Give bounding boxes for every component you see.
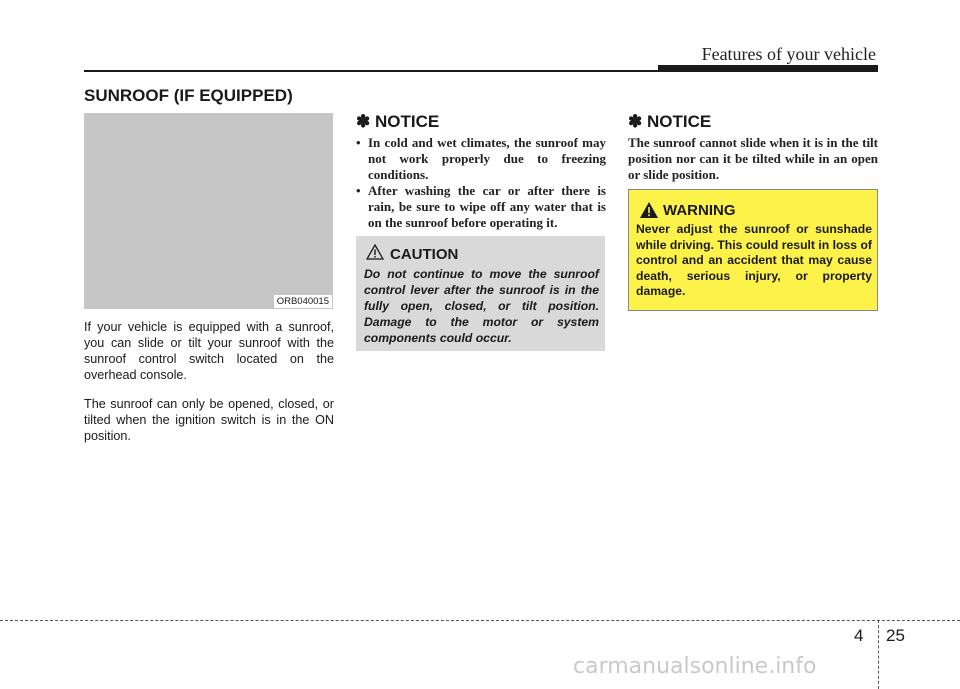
notice-item-text: In cold and wet climates, the sunroof may not work properly due to freezing conditions. <box>368 135 606 182</box>
caution-box <box>356 236 605 351</box>
page-header-title: Features of your vehicle <box>701 44 876 64</box>
notice-paragraph: The sunroof cannot slide when it is in the tilt position nor can it be tilted while in an open or slide position. <box>628 135 878 182</box>
notice-item <box>356 135 606 183</box>
body-paragraph-1: If your vehicle is equipped with a sunroof, you can slide or tilt your sunroof with the sunroof control switch located on the overhead console. <box>84 320 334 382</box>
notice-heading-1: ✽ NOTICE <box>356 112 440 131</box>
warning-triangle-icon <box>639 201 659 219</box>
body-paragraph-2: The sunroof can only be opened, closed, or tilted when the ignition switch is in the ON position. <box>84 397 334 443</box>
warning-heading: WARNING <box>663 202 736 219</box>
watermark: carmanualsonline.info <box>573 654 817 679</box>
sunroof-photo-placeholder <box>84 113 333 309</box>
caution-text: Do not continue to move the sunroof control lever after the sunroof is in the fully open, closed, or tilt position. Damage to the motor or system components could occur. <box>364 267 599 345</box>
notice-list <box>356 135 606 231</box>
warning-box <box>628 189 878 311</box>
chapter-number: 4 <box>854 626 864 645</box>
page-number: 25 <box>886 626 905 645</box>
header-rule <box>84 70 878 72</box>
notice-item <box>356 183 606 231</box>
caution-triangle-icon <box>366 244 384 260</box>
notice-item-text: After washing the car or after there is rain, be sure to wipe off any water that is on the sunroof before operating it. <box>368 183 606 230</box>
footer-rule <box>0 620 960 621</box>
notice-heading-2: ✽ NOTICE <box>628 112 712 131</box>
bullet-icon: • <box>356 183 361 198</box>
bullet-icon: • <box>356 135 361 150</box>
section-title: SUNROOF (IF EQUIPPED) <box>84 86 293 105</box>
caution-heading: CAUTION <box>390 246 459 263</box>
footer-divider <box>878 620 879 689</box>
warning-text: Never adjust the sunroof or sunshade while driving. This could result in loss of control and an accident that may cause death, serious injury, or property damage. <box>636 222 872 298</box>
photo-code: ORB040015 <box>274 295 332 308</box>
